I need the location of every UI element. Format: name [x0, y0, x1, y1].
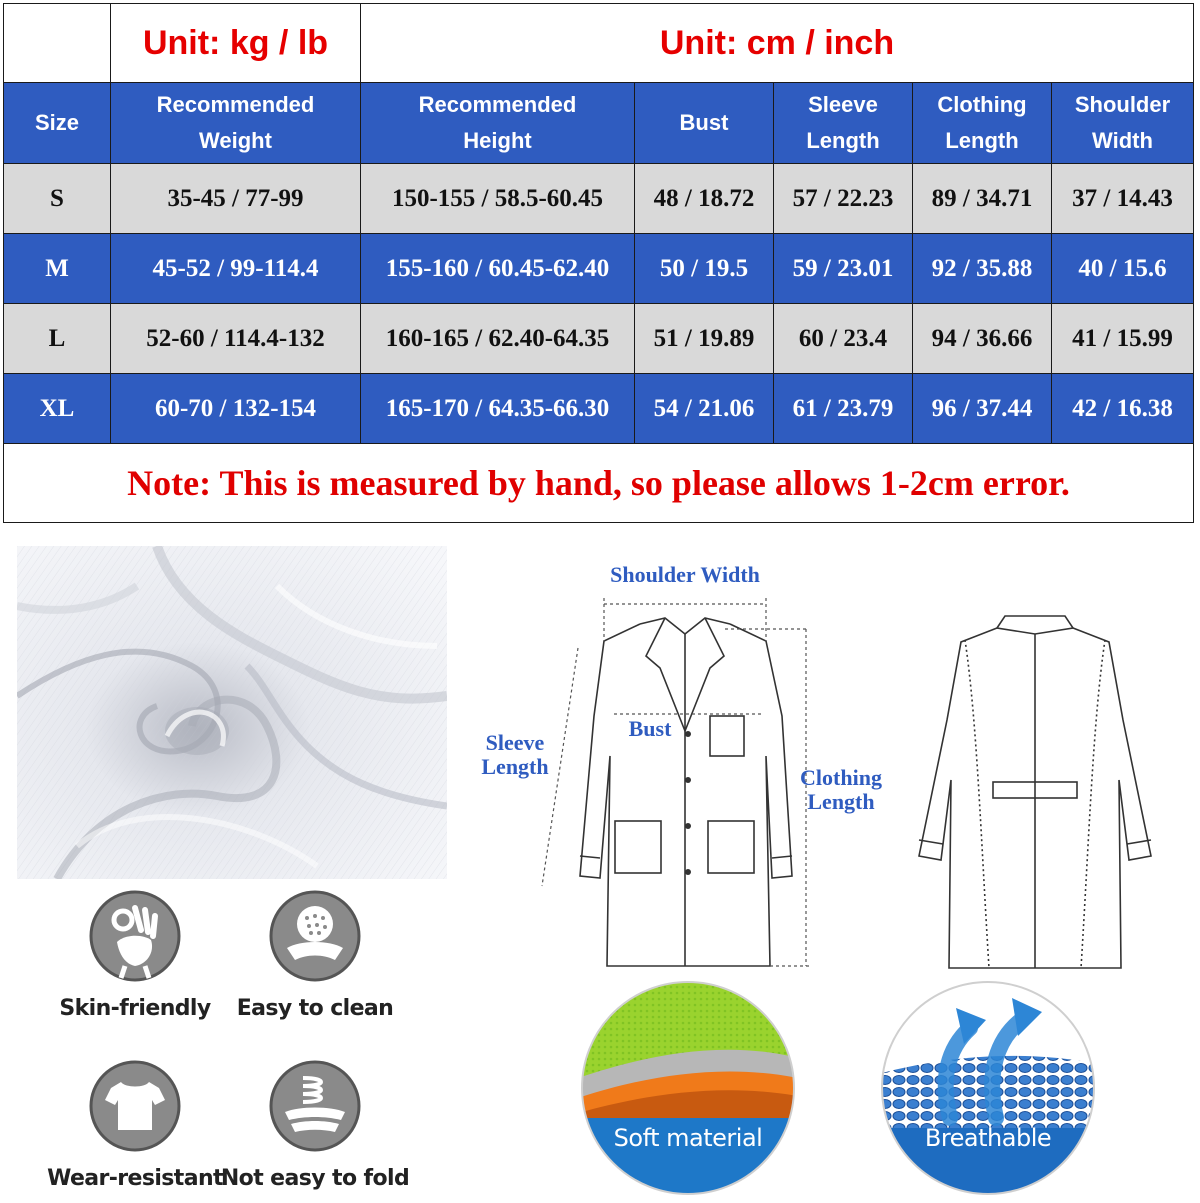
table-cell: 57 / 22.23	[774, 164, 913, 234]
table-cell: 52-60 / 114.4-132	[111, 304, 361, 374]
table-cell: 155-160 / 60.45-62.40	[361, 234, 635, 304]
header-recommended-height: Recommended Height	[361, 83, 635, 164]
table-row	[4, 304, 1194, 374]
not-easy-to-fold-label: Not easy to fold	[220, 1166, 410, 1191]
table-cell: 160-165 / 62.40-64.35	[361, 304, 635, 374]
tshirt-icon	[85, 1060, 185, 1152]
measurement-note: Note: This is measured by hand, so please allows 1-2cm error.	[127, 463, 1070, 503]
table-cell: XL	[4, 374, 111, 444]
table-header-row	[4, 83, 1194, 164]
table-cell: S	[4, 164, 111, 234]
bust-label: Bust	[628, 716, 672, 741]
table-cell: 61 / 23.79	[774, 374, 913, 444]
table-cell: 94 / 36.66	[913, 304, 1052, 374]
breathable-badge	[878, 978, 1098, 1198]
soft-material-badge	[578, 978, 798, 1198]
table-cell: 92 / 35.88	[913, 234, 1052, 304]
feature-easy-to-clean	[220, 890, 410, 1021]
feature-wear-resistant	[40, 1060, 230, 1191]
table-cell: 40 / 15.6	[1052, 234, 1194, 304]
breathable-arrows-icon	[878, 978, 1098, 1198]
table-cell: 37 / 14.43	[1052, 164, 1194, 234]
note-cell	[4, 444, 1194, 523]
ok-hand-icon	[85, 890, 185, 982]
spring-icon	[265, 1060, 365, 1152]
table-row	[4, 374, 1194, 444]
table-cell: 50 / 19.5	[635, 234, 774, 304]
table-cell: 54 / 21.06	[635, 374, 774, 444]
header-shoulder-width: Shoulder Width	[1052, 83, 1194, 164]
soft-material-label: Soft material	[613, 1124, 763, 1152]
feature-not-easy-to-fold	[220, 1060, 410, 1191]
unit-row	[4, 4, 1194, 83]
shoulder-width-label: Shoulder Width	[610, 562, 760, 587]
easy-to-clean-label: Easy to clean	[236, 996, 394, 1021]
soft-layers-icon	[578, 978, 798, 1198]
table-cell: 150-155 / 58.5-60.45	[361, 164, 635, 234]
table-cell: 59 / 23.01	[774, 234, 913, 304]
header-clothing-length: Clothing Length	[913, 83, 1052, 164]
coat-back-diagram	[905, 600, 1165, 972]
unit-size-label: Unit: cm / inch	[659, 23, 895, 62]
clean-fabric-icon	[265, 890, 365, 982]
wear-resistant-label: Wear-resistant	[47, 1166, 223, 1191]
unit-size-cell	[361, 4, 1194, 83]
table-cell: L	[4, 304, 111, 374]
table-cell: 41 / 15.99	[1052, 304, 1194, 374]
header-size: Size	[4, 83, 111, 164]
table-cell: M	[4, 234, 111, 304]
sleeve-length-label: Sleeve Length	[481, 730, 549, 779]
unit-row-blank-cell	[4, 4, 111, 83]
feature-skin-friendly	[40, 890, 230, 1021]
skin-friendly-label: Skin-friendly	[59, 996, 211, 1021]
table-cell: 165-170 / 64.35-66.30	[361, 374, 635, 444]
unit-weight-label: Unit: kg / lb	[142, 23, 329, 62]
table-cell: 45-52 / 99-114.4	[111, 234, 361, 304]
size-chart-table	[3, 3, 1194, 523]
fabric-photo	[17, 546, 447, 879]
table-cell: 60-70 / 132-154	[111, 374, 361, 444]
unit-weight-cell	[111, 4, 361, 83]
clothing-length-label: Clothing Length	[800, 765, 882, 814]
header-recommended-weight: Recommended Weight	[111, 83, 361, 164]
table-cell: 48 / 18.72	[635, 164, 774, 234]
table-cell: 60 / 23.4	[774, 304, 913, 374]
breathable-label: Breathable	[924, 1124, 1052, 1152]
table-cell: 51 / 19.89	[635, 304, 774, 374]
table-cell: 35-45 / 77-99	[111, 164, 361, 234]
header-sleeve-length: Sleeve Length	[774, 83, 913, 164]
table-row	[4, 234, 1194, 304]
table-cell: 96 / 37.44	[913, 374, 1052, 444]
table-row	[4, 164, 1194, 234]
note-row	[4, 444, 1194, 523]
table-cell: 42 / 16.38	[1052, 374, 1194, 444]
table-cell: 89 / 34.71	[913, 164, 1052, 234]
header-bust: Bust	[635, 83, 774, 164]
